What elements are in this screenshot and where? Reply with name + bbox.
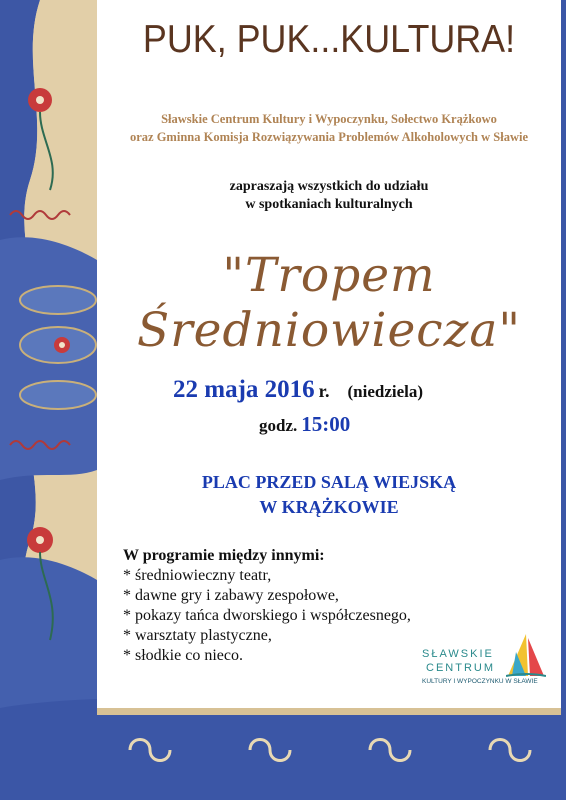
weekday: (niedziela)	[347, 382, 424, 401]
logo-line: SŁAWSKIE	[422, 648, 494, 660]
event-time	[259, 412, 350, 437]
sail-icon	[506, 632, 546, 678]
program-item: * dawne gry i zabawy zespołowe,	[123, 587, 339, 604]
poster-panel	[97, 0, 561, 708]
poster-title: PUK, PUK...KULTURA!	[142, 18, 516, 61]
time-label: godz.	[259, 416, 298, 435]
program	[123, 546, 411, 666]
date-suffix: r.	[318, 381, 330, 401]
organizers	[97, 110, 561, 146]
invitation-text	[97, 178, 561, 214]
date-value: 22 maja 2016	[173, 376, 315, 403]
time-value: 15:00	[301, 412, 351, 436]
organizers-line: oraz Gminna Komisja Rozwiązywania Problemów Alkoholowych w Sławie	[129, 130, 529, 144]
logo-line: CENTRUM	[426, 662, 495, 674]
program-heading: W programie między innymi:	[123, 547, 325, 564]
organizer-logo	[420, 632, 546, 692]
event-place	[97, 470, 561, 520]
logo-line: KULTURY I WYPOCZYNKU W SŁAWIE	[422, 678, 538, 685]
program-item: * pokazy tańca dworskiego i współczesnego,	[123, 607, 411, 624]
program-item: * warsztaty plastyczne,	[123, 627, 272, 644]
event-name: "Tropem Średniowiecza"	[137, 248, 521, 358]
invitation-line: zapraszają wszystkich do udziału	[229, 179, 429, 194]
place-line: W KRĄŻKOWIE	[259, 497, 399, 517]
organizers-line: Sławskie Centrum Kultury i Wypoczynku, Sołectwo Krążkowo	[161, 112, 497, 126]
place-line: PLAC PRZED SALĄ WIEJSKĄ	[201, 472, 457, 492]
program-item: * słodkie co nieco.	[123, 647, 243, 664]
invitation-line: w spotkaniach kulturalnych	[245, 197, 413, 212]
program-item: * średniowieczny teatr,	[123, 567, 272, 584]
event-date	[173, 376, 423, 404]
